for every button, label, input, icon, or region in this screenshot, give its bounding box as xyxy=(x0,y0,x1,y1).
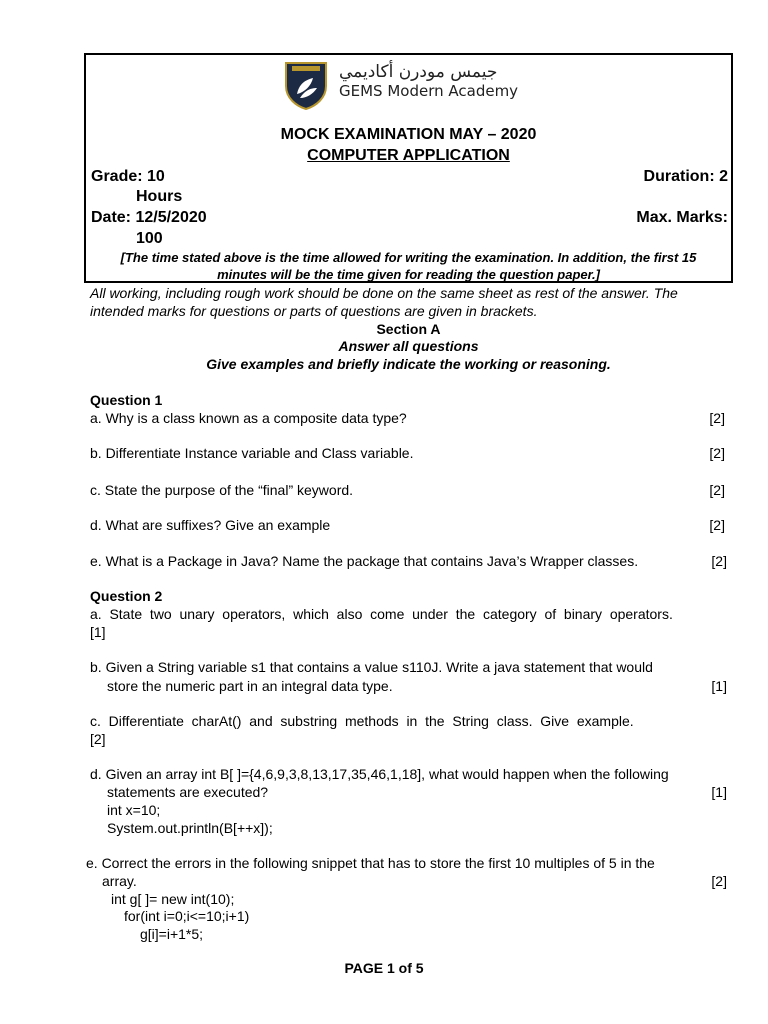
subject-title: COMPUTER APPLICATION xyxy=(307,147,510,164)
gems-shield-icon xyxy=(283,60,329,110)
q1-c-text: c. State the purpose of the “final” keyword. xyxy=(90,482,354,498)
q2-e-code-line-3: g[i]=i+1*5; xyxy=(140,926,204,942)
q2-e-text-line-2: array. xyxy=(102,873,137,889)
q2-a-text: a. State two unary operators, which also come under the category of binary operators. xyxy=(90,606,673,622)
duration-label: Duration: 2 xyxy=(643,168,728,185)
q2-c-text: c. Differentiate charAt() and substring methods in the String class. Give example. xyxy=(90,713,634,729)
q2-e-text-line-1: e. Correct the errors in the following snippet that has to store the first 10 multiples of 5 in the xyxy=(86,855,655,871)
grade-label: Grade: 10 xyxy=(91,168,165,185)
q1-b-text: b. Differentiate Instance variable and Class variable. xyxy=(90,445,414,461)
question-2-title: Question 2 xyxy=(90,588,163,604)
exam-title: MOCK EXAMINATION MAY – 2020 xyxy=(280,126,537,143)
q2-d-mark: [1] xyxy=(711,784,727,800)
q1-b-mark: [2] xyxy=(709,445,725,461)
q1-e-text: e. What is a Package in Java? Name the package that contains Java’s Wrapper classes. xyxy=(90,553,639,569)
instructions-line-1: All working, including rough work should be done on the same sheet as rest of the answer. The xyxy=(90,285,678,301)
max-marks-value: 100 xyxy=(136,230,163,247)
max-marks-label: Max. Marks: xyxy=(636,209,728,226)
date-label: Date: 12/5/2020 xyxy=(91,209,207,226)
give-examples-text: Give examples and briefly indicate the working or reasoning. xyxy=(206,356,611,372)
notice-line-2: minutes will be the time given for reading the question paper.] xyxy=(217,267,600,282)
q1-a-mark: [2] xyxy=(709,410,725,426)
logo-english-text: GEMS Modern Academy xyxy=(339,82,519,100)
section-heading: Section A xyxy=(376,321,441,337)
q2-d-text-line-1: d. Given an array int B[ ]={4,6,9,3,8,13,17,35,46,1,18], what would happen when the following xyxy=(90,766,669,782)
q2-e-mark: [2] xyxy=(711,873,727,889)
q1-c-mark: [2] xyxy=(709,482,725,498)
notice-line-1: [The time stated above is the time allowed for writing the examination. In addition, the first 15 xyxy=(120,250,697,265)
school-logo xyxy=(283,60,537,110)
logo-arabic-text: جيمس مودرن أكاديمي xyxy=(339,62,498,82)
q2-d-code-line-2: System.out.println(B[++x]); xyxy=(107,820,273,836)
q2-c-mark: [2] xyxy=(90,731,106,747)
question-1-title: Question 1 xyxy=(90,392,163,408)
q2-e-code-line-1: int g[ ]= new int(10); xyxy=(111,891,235,907)
q1-d-text: d. What are suffixes? Give an example xyxy=(90,517,331,533)
answer-all-text: Answer all questions xyxy=(338,338,479,354)
q2-e-code-line-2: for(int i=0;i<=10;i+1) xyxy=(124,908,250,924)
q2-d-text-line-2: statements are executed? xyxy=(107,784,269,800)
q1-a-text: a. Why is a class known as a composite data type? xyxy=(90,410,407,426)
q2-a-mark: [1] xyxy=(90,624,106,640)
page-number: PAGE 1 of 5 xyxy=(344,960,424,976)
q2-b-text-line-1: b. Given a String variable s1 that contains a value s110J. Write a java statement that would xyxy=(90,659,653,675)
q2-b-text-line-2: store the numeric part in an integral data type. xyxy=(107,678,393,694)
instructions-line-2: intended marks for questions or parts of questions are given in brackets. xyxy=(90,303,538,319)
q1-d-mark: [2] xyxy=(709,517,725,533)
q2-b-mark: [1] xyxy=(711,678,727,694)
duration-hours: Hours xyxy=(136,188,183,205)
q2-d-code-line-1: int x=10; xyxy=(107,802,161,818)
q1-e-mark: [2] xyxy=(711,553,727,569)
